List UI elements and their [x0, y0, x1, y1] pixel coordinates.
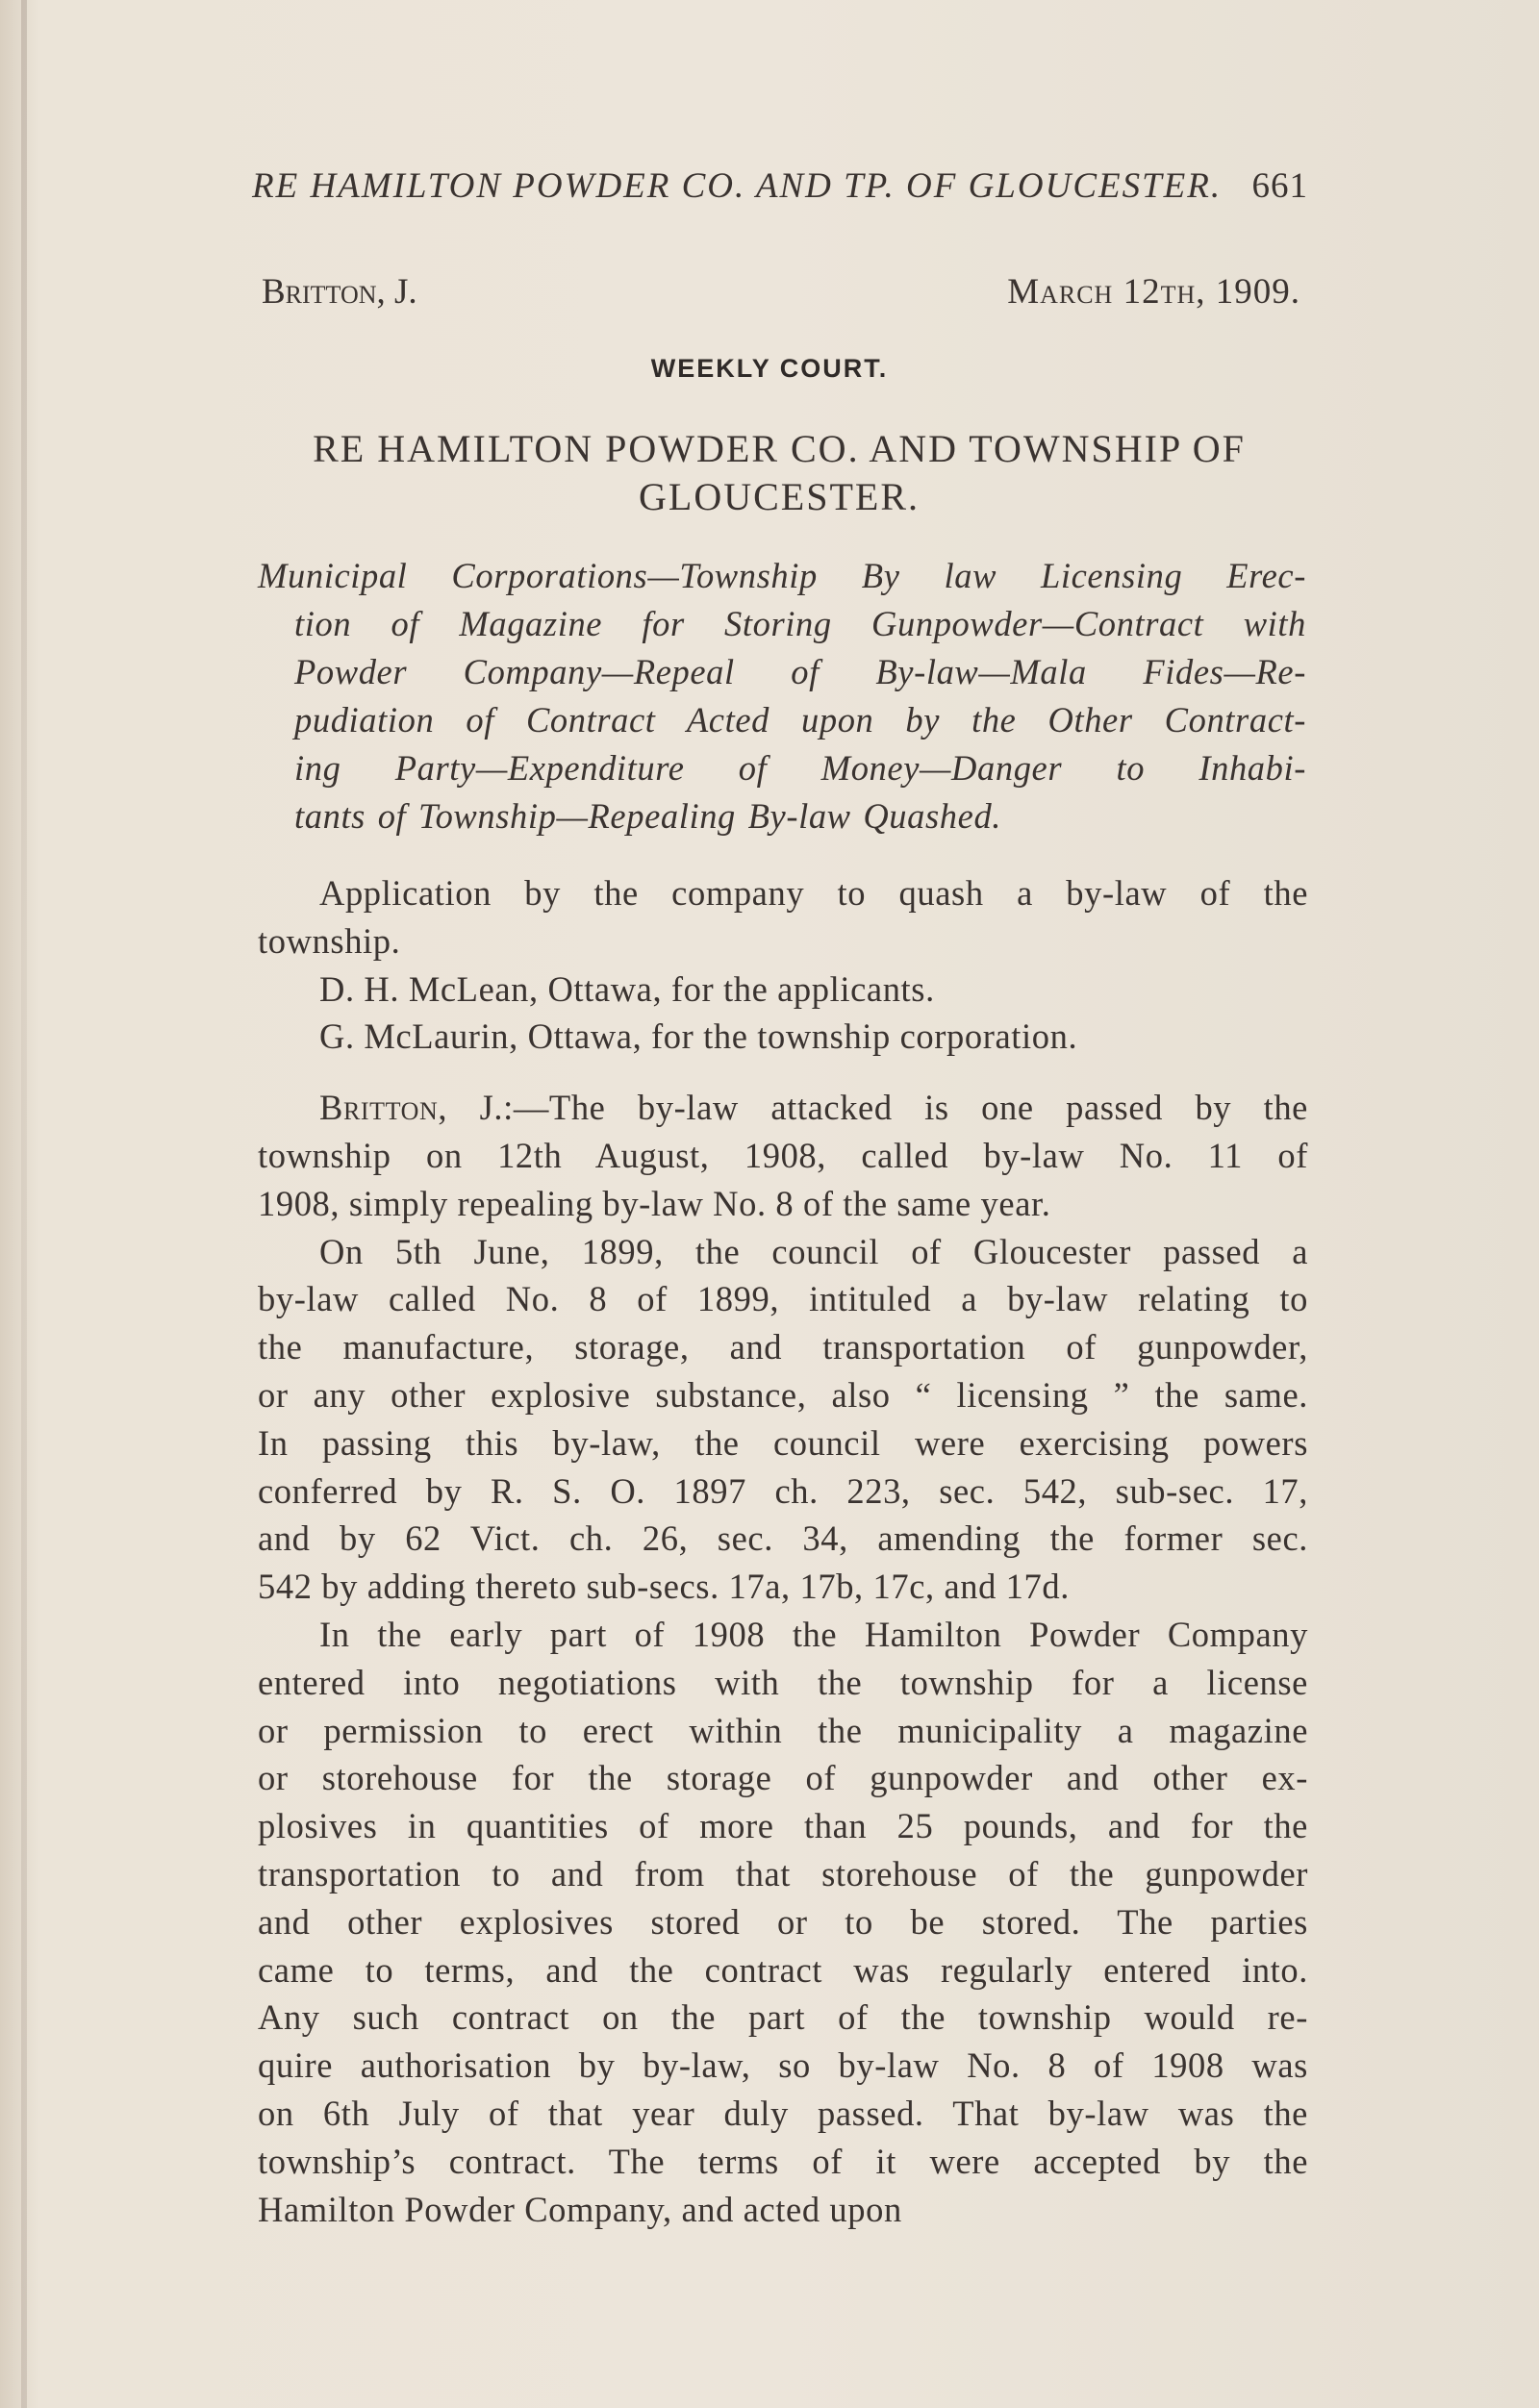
court-name: WEEKLY COURT.	[650, 354, 889, 383]
paragraph-line: transportation to and from that storehouse of the gunpowder	[258, 1853, 1308, 1894]
paragraph-gap	[258, 1061, 1308, 1084]
paragraph-line: entered into negotiations with the township for a license	[258, 1662, 1308, 1702]
paragraph-line: and other explosives stored or to be stored. The parties	[258, 1901, 1308, 1942]
paragraph-line: In passing this by-law, the council were exercising powers	[258, 1422, 1308, 1463]
application-line: township.	[258, 920, 401, 961]
headnote-line: pudiation of Contract Acted upon by the Other Contract-	[294, 700, 1306, 740]
judgment-text: :—The by-law attacked is one passed by the	[503, 1088, 1308, 1128]
page-number: 661	[1251, 166, 1308, 206]
judgment-line: 1908, simply repealing by-law No. 8 of the same year.	[258, 1183, 1051, 1223]
paragraph-line: or storehouse for the storage of gunpowder and other ex-	[258, 1758, 1308, 1798]
paragraph-line: quire authorisation by by-law, so by-law No. 8 of 1908 was	[258, 2045, 1308, 2086]
document-body	[258, 869, 1308, 2233]
headnote-line: Powder Company—Repeal of By-law—Mala Fides—Re-	[294, 652, 1306, 691]
headnote-line: ing Party—Expenditure of Money—Danger to Inhabi-	[294, 748, 1306, 788]
counsel-line: D. H. McLean, Ottawa, for the applicants.	[319, 968, 935, 1009]
paragraph-line: On 5th June, 1899, the council of Gloucester passed a	[319, 1231, 1308, 1271]
paragraph-line: Any such contract on the part of the township would re-	[258, 1997, 1308, 2038]
counsel-line: G. McLaurin, Ottawa, for the township corporation.	[319, 1016, 1078, 1057]
case-title-line: RE HAMILTON POWDER CO. AND TOWNSHIP OF	[313, 427, 1246, 470]
headnote-line: tants of Township—Repealing By-law Quashed.	[294, 796, 1002, 836]
case-title-line: GLOUCESTER.	[639, 475, 920, 518]
headnote-line: Municipal Corporations—Township By law Licensing Erec-	[258, 556, 1306, 595]
judge-name: Britton, J.	[262, 272, 417, 312]
paragraph-line: by-law called No. 8 of 1899, intituled a by-law relating to	[258, 1279, 1308, 1319]
headnote-line: tion of Magazine for Storing Gunpowder—Contract with	[294, 604, 1306, 643]
paragraph-line: 542 by adding thereto sub-secs. 17a, 17b, 17c, and 17d.	[258, 1567, 1070, 1607]
decision-date: March 12th, 1909.	[1007, 272, 1300, 312]
running-head-title: RE HAMILTON POWDER CO. AND TP. OF GLOUCESTER.	[252, 166, 1223, 206]
paragraph-line: the manufacture, storage, and transportation of gunpowder,	[258, 1327, 1308, 1367]
paragraph-line: Hamilton Powder Company, and acted upon	[258, 2189, 902, 2229]
paragraph-line: on 6th July of that year duly passed. That by-law was the	[258, 2093, 1308, 2133]
case-title	[252, 425, 1306, 521]
paragraph-line: or permission to erect within the municipality a magazine	[258, 1710, 1308, 1750]
running-head	[252, 165, 1308, 207]
paragraph-line: township’s contract. The terms of it were accepted by the	[258, 2141, 1308, 2181]
paragraph-line: plosives in quantities of more than 25 pounds, and for the	[258, 1806, 1308, 1846]
paragraph-line: and by 62 Vict. ch. 26, sec. 34, amending the former sec.	[258, 1518, 1308, 1559]
judgment-line	[258, 1084, 1308, 1132]
paragraph-line: came to terms, and the contract was regularly entered into.	[258, 1949, 1308, 1990]
paragraph-line: conferred by R. S. O. 1897 ch. 223, sec. 542, sub-sec. 17,	[258, 1470, 1308, 1511]
judgment-line: township on 12th August, 1908, called by-law No. 11 of	[258, 1135, 1308, 1175]
application-line: Application by the company to quash a by-law of the	[319, 873, 1308, 913]
paragraph-line: or any other explosive substance, also “ licensing ” the same.	[258, 1374, 1308, 1415]
judge-label: Britton, J.	[319, 1088, 504, 1128]
headnote	[258, 552, 1306, 840]
judge-date-line	[262, 271, 1300, 313]
paragraph-line: In the early part of 1908 the Hamilton Powder Company	[319, 1614, 1308, 1654]
